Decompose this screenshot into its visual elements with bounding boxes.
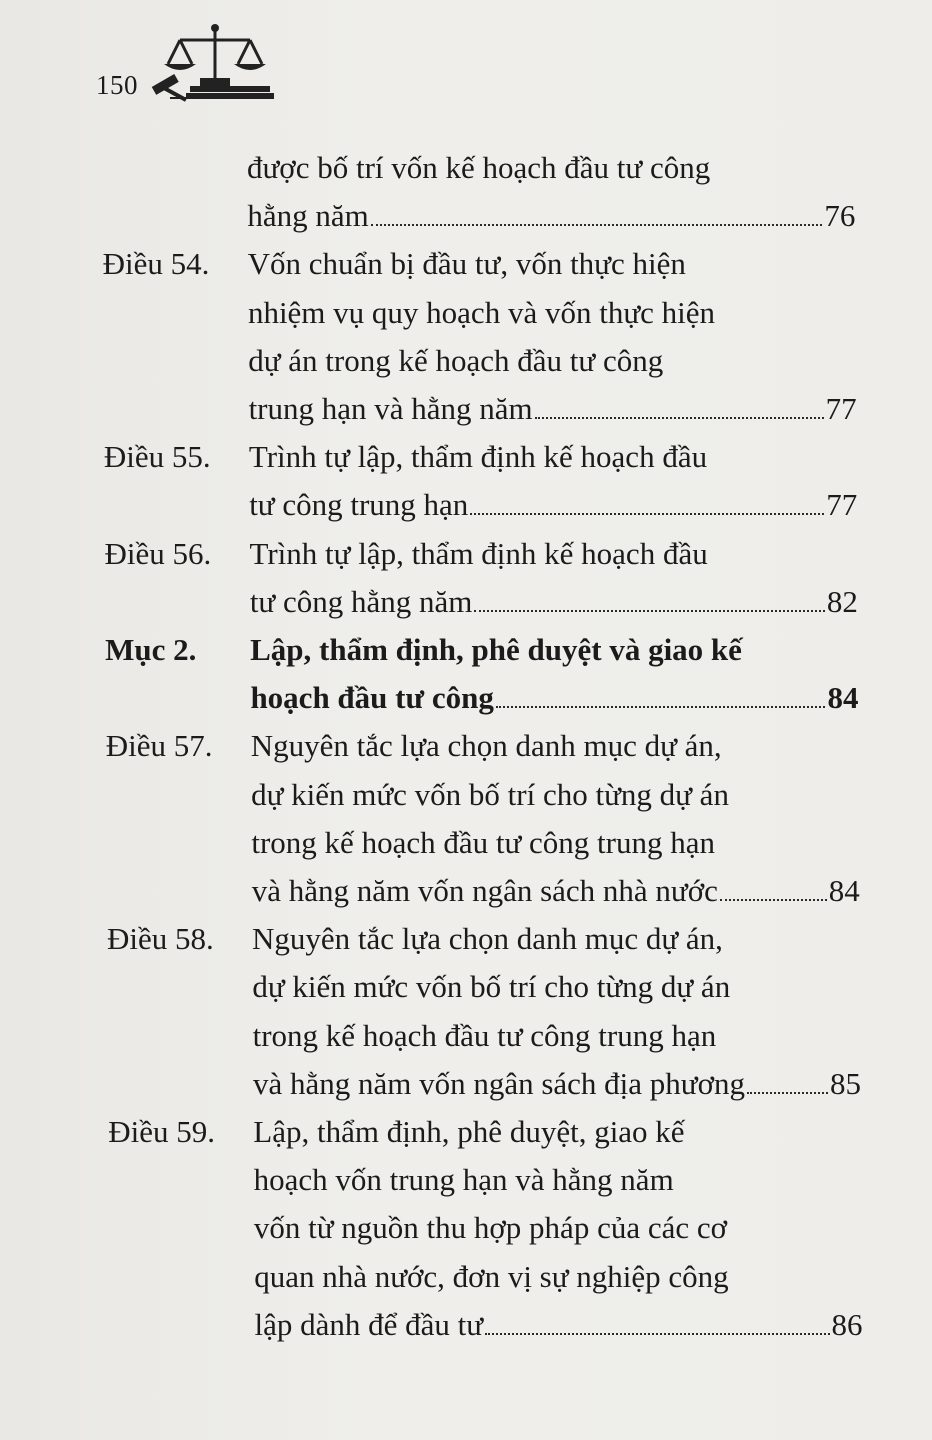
toc-entry-leader-line	[252, 871, 860, 911]
toc-entry-label: Điều 57.	[105, 728, 213, 764]
toc-entry-label: Điều 54.	[102, 246, 210, 282]
toc-entry-line: dự kiến mức vốn bố trí cho từng dự án	[252, 969, 731, 1005]
toc-entry-line: dự án trong kế hoạch đầu tư công	[248, 342, 664, 378]
dot-leader	[474, 610, 824, 612]
dot-leader	[485, 1333, 829, 1335]
toc-entry-page: 85	[829, 1065, 861, 1101]
toc-entry-line: nhiệm vụ quy hoạch và vốn thực hiện	[247, 294, 715, 330]
dot-leader	[470, 513, 824, 515]
toc-entry-page: 82	[826, 583, 858, 619]
toc-entry-line: hoạch vốn trung hạn và hằng năm	[253, 1162, 674, 1198]
toc-entry-label: Điều 56.	[104, 535, 212, 571]
toc-entry-label: Điều 59.	[108, 1114, 216, 1149]
toc-entry-page: 84	[827, 680, 859, 716]
toc-entry-page: 77	[826, 487, 858, 523]
toc-entry-last-line: hoạch đầu tư công	[250, 680, 494, 716]
toc-entry-last-line: hằng năm	[247, 198, 369, 234]
toc-entry-leader-line	[249, 485, 857, 525]
toc-entry-last-line: tư công hằng năm	[249, 583, 473, 619]
toc-entry-label: Điều 55.	[103, 439, 211, 475]
dot-leader	[747, 1092, 828, 1094]
toc-entry-line: Lập, thẩm định, phê duyệt, giao kế	[253, 1114, 685, 1149]
toc-entry-line: Trình tự lập, thẩm định kế hoạch đầu	[248, 439, 708, 475]
toc-entry-leader-line	[250, 582, 858, 622]
toc-entry-line: được bố trí vốn kế hoạch đầu tư công	[247, 150, 711, 185]
toc-entry-line: Vốn chuẩn bị đầu tư, vốn thực hiện	[247, 246, 686, 282]
page-number: 150	[96, 70, 138, 100]
toc-entry-line: Lập, thẩm định, phê duyệt và giao kế	[250, 632, 742, 667]
toc-entry-leader-line	[250, 678, 858, 718]
toc-entry-line: quan nhà nước, đơn vị sự nghiệp công	[254, 1258, 729, 1294]
toc-entry-label: Mục 2.	[105, 632, 197, 667]
toc-entry-page: 77	[825, 391, 857, 426]
toc-entry-label: Điều 58.	[107, 921, 214, 957]
dot-leader	[535, 417, 824, 419]
toc-entry-page: 84	[828, 873, 860, 908]
toc-entry-line: trong kế hoạch đầu tư công trung hạn	[251, 824, 715, 860]
toc-entry-page: 76	[824, 198, 856, 234]
toc-entry-line: Nguyên tắc lựa chọn danh mục dự án,	[252, 921, 723, 957]
toc-entry-line: Nguyên tắc lựa chọn danh mục dự án,	[250, 728, 722, 764]
dot-leader	[496, 706, 826, 708]
toc-entry-last-line: và hằng năm vốn ngân sách nhà nước	[251, 873, 718, 908]
toc-entry-last-line: và hằng năm vốn ngân sách địa phương	[252, 1065, 745, 1101]
toc-entry-leader-line	[255, 1305, 863, 1345]
toc-entry-page: 86	[831, 1306, 863, 1342]
toc-entry-line: dự kiến mức vốn bố trí cho từng dự án	[251, 776, 729, 812]
toc-entry-leader-line	[249, 389, 857, 429]
toc-entry-last-line: trung hạn và hằng năm	[248, 391, 533, 426]
toc-entry-last-line: lập dành để đầu tư	[254, 1306, 484, 1342]
toc-entry-leader-line	[253, 1064, 861, 1104]
dot-leader	[720, 899, 827, 901]
dot-leader	[371, 224, 823, 226]
toc-entry-line: trong kế hoạch đầu tư công trung hạn	[252, 1017, 717, 1053]
toc-entry-line: Trình tự lập, thẩm định kế hoạch đầu	[249, 535, 708, 571]
toc-entry-leader-line	[247, 196, 855, 236]
toc-entry-line: vốn từ nguồn thu hợp pháp của các cơ	[253, 1210, 728, 1246]
toc-entry-last-line: tư công trung hạn	[249, 487, 469, 523]
